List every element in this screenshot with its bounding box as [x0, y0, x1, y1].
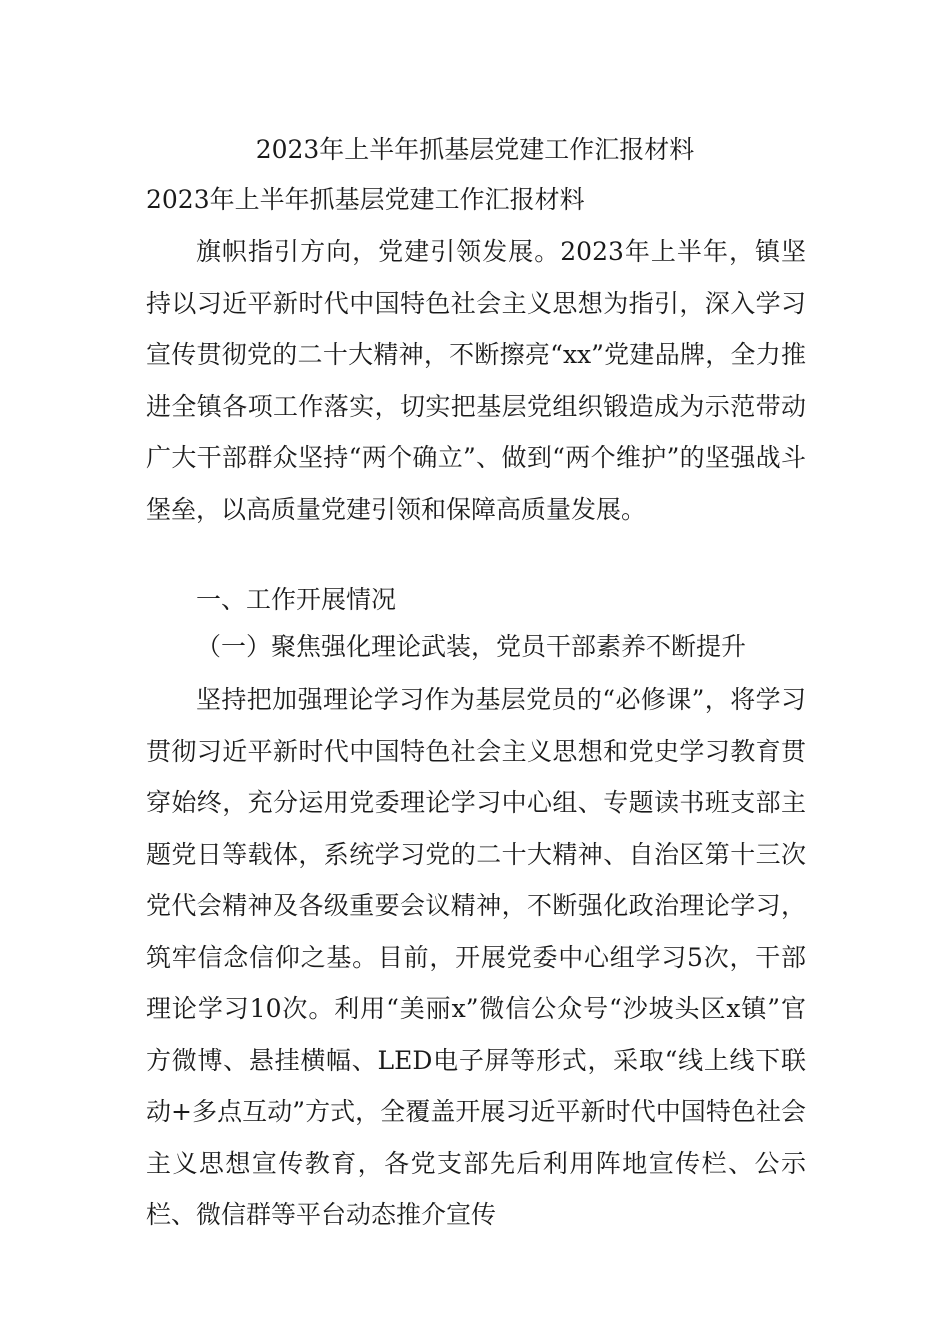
document-title: 2023年上半年抓基层党建工作汇报材料: [255, 135, 695, 164]
body-paragraph: 坚持把加强理论学习作为基层党员的“必修课”，将学习贯彻习近平新时代中国特色社会主义思想和党史学习教育贯穿始终，充分运用党委理论学习中心组、专题读书班支部主题党日等载体，系统学习党的二十大精神、自治区第十三次党代会精神及各级重要会议精神，不断强化政治理论学习，筑牢信念信仰之基。目前，开展党委中心组学习5次，干部理论学习10次。利用“美丽x”微信公众号“沙坡头区x镇”官方微博、悬挂横幅、LED电子屏等形式，采取“线上线下联动+多点互动”方式，全覆盖开展习近平新时代中国特色社会主义思想宣传教育，各党支部先后利用阵地宣传栏、公示栏、微信群等平台动态推介宣传: [146, 685, 806, 1229]
intro-paragraph: 旗帜指引方向，党建引领发展。2023年上半年，镇坚持以习近平新时代中国特色社会主义思想为指引，深入学习宣传贯彻党的二十大精神，不断擦亮“xx”党建品牌，全力推进全镇各项工作落实，切实把基层党组织锻造成为示范带动广大干部群众坚持“两个确立”、做到“两个维护”的坚强战斗堡垒，以高质量党建引领和保障高质量发展。: [146, 237, 806, 524]
section-heading: 一、工作开展情况: [196, 585, 397, 614]
subsection-heading: （一）聚焦强化理论武装，党员干部素养不断提升: [196, 632, 747, 661]
document-subtitle: 2023年上半年抓基层党建工作汇报材料: [146, 185, 585, 214]
